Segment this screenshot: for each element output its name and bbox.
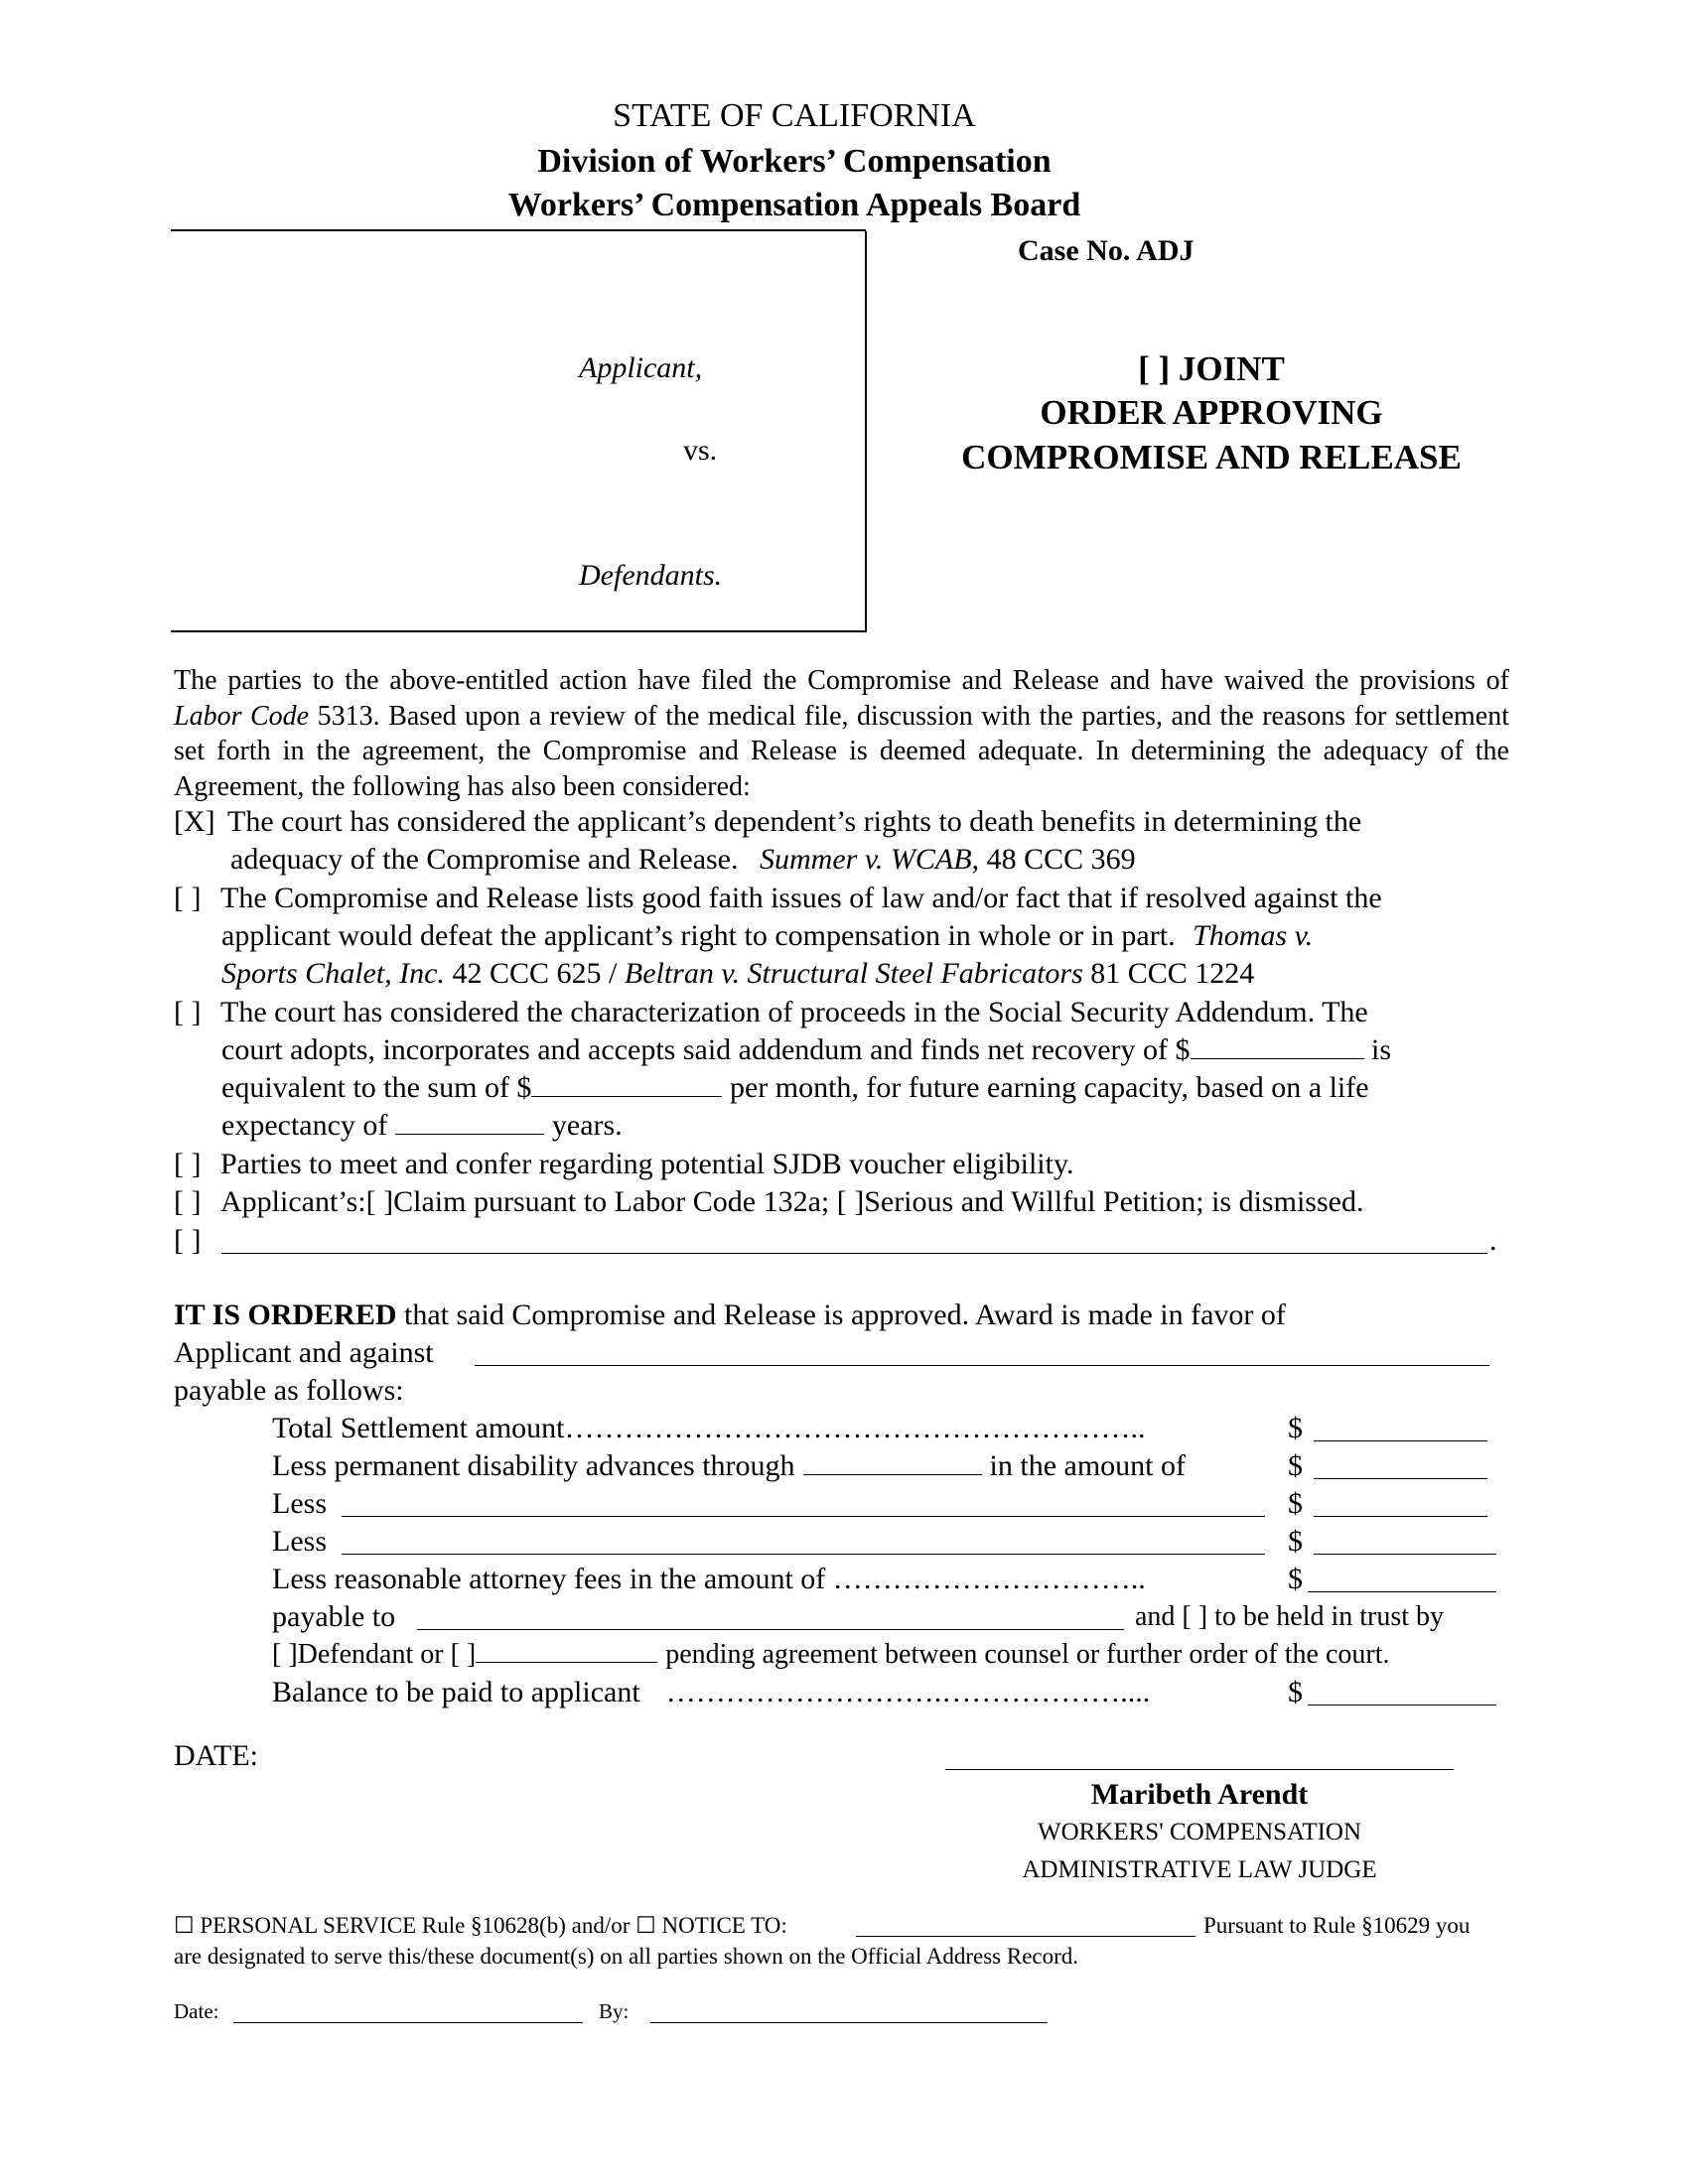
checkbox-other[interactable]: [ ] — [174, 1224, 202, 1257]
against-party-field[interactable] — [475, 1365, 1489, 1366]
good-faith-cite2-rest: 42 CCC 625 / — [445, 957, 625, 990]
intro-labor-code: Labor Code — [174, 700, 310, 732]
intro-paragraph — [174, 663, 1509, 804]
pd-amount-field[interactable] — [1314, 1478, 1487, 1479]
life-expectancy-field[interactable] — [395, 1108, 544, 1135]
checkbox-good-faith[interactable]: [ ] — [174, 882, 202, 914]
payable-to-field[interactable] — [417, 1629, 1124, 1630]
ssa-line4-text: expectancy of — [221, 1109, 388, 1142]
service-line2: are designated to serve this/these document(s) on all parties shown on the Official Address Record. — [174, 1944, 1079, 1969]
death-text-line2: adequacy of the Compromise and Release. — [230, 843, 739, 876]
date-label: DATE: — [174, 1739, 258, 1772]
good-faith-cite2: Sports Chalet, Inc. — [221, 957, 445, 990]
division-heading: Division of Workers’ Compensation — [537, 143, 1052, 180]
payable-to-label: payable to — [272, 1600, 396, 1633]
intro-part1: The parties to the above-entitled action have filed the Compromise and Release and have waived the provisions of — [174, 665, 1509, 696]
item-ssa-line4 — [221, 1107, 623, 1145]
checkbox-ssa[interactable]: [ ] — [174, 996, 202, 1028]
order-text: that said Compromise and Release is approved. Award is made in favor of — [396, 1298, 1286, 1331]
pd-dollar: $ — [1288, 1449, 1303, 1482]
other-period: . — [1489, 1224, 1497, 1257]
board-heading: Workers’ Compensation Appeals Board — [507, 187, 1081, 223]
service-date-label: Date: — [174, 1999, 219, 2023]
monthly-sum-field[interactable] — [531, 1070, 722, 1097]
ssa-line3-text: equivalent to the sum of $ — [221, 1071, 532, 1104]
checkbox-death-benefits[interactable]: [X] — [174, 805, 215, 838]
pursuant-label: Pursuant to Rule §10629 you — [1203, 1913, 1471, 1938]
good-faith-cite3: Beltran v. Structural Steel Fabricators — [624, 957, 1083, 990]
total-settlement-field[interactable] — [1314, 1440, 1487, 1441]
checkbox-sjdb[interactable]: [ ] — [174, 1148, 202, 1180]
less-desc-field-1[interactable] — [342, 1516, 1265, 1517]
judge-name: Maribeth Arendt — [1090, 1778, 1309, 1811]
order-line3 — [174, 1372, 404, 1410]
notice-to-label: NOTICE TO: — [655, 1913, 787, 1938]
state-heading: STATE OF CALIFORNIA — [613, 97, 976, 134]
total-settlement-label: Total Settlement amount………………………………………………….. — [272, 1412, 1146, 1444]
defendant-row — [272, 1636, 1390, 1674]
title-compromise: COMPROMISE AND RELEASE — [961, 438, 1462, 477]
held-in-trust-label: and [ ] to be held in trust by — [1135, 1601, 1445, 1632]
pd-through-date-field[interactable] — [803, 1448, 982, 1475]
caption-top-rule — [171, 229, 866, 231]
dismissed-text: Applicant’s:[ ]Claim pursuant to Labor Code 132a; [ ]Serious and Willful Petition; is dismissed. — [220, 1185, 1364, 1218]
ssa-line1: The court has considered the characterization of proceeds in the Social Security Addendum. The — [220, 996, 1368, 1028]
service-by-field[interactable] — [650, 2022, 1048, 2023]
less-dollar-2: $ — [1288, 1525, 1303, 1558]
pd-advances-row — [272, 1447, 1186, 1485]
less-desc-field-2[interactable] — [342, 1554, 1265, 1555]
judge-signature-line[interactable] — [945, 1769, 1454, 1770]
item-good-faith-line2 — [221, 917, 1313, 955]
applicant-label: Applicant, — [579, 351, 703, 384]
attorney-fees-row — [272, 1561, 1146, 1598]
death-text-line1: The court has considered the applicant’s dependent’s rights to death benefits in determining the — [227, 805, 1362, 838]
title-order: ORDER APPROVING — [1040, 393, 1383, 432]
balance-row — [272, 1674, 1150, 1711]
less-label-2: Less — [272, 1525, 327, 1558]
good-faith-line1: The Compromise and Release lists good faith issues of law and/or fact that if resolved against the — [220, 882, 1382, 914]
ssa-line3-rest: per month, for future earning capacity, based on a life — [722, 1071, 1369, 1104]
item-ssa-line3 — [221, 1069, 1369, 1107]
balance-dollar: $ — [1288, 1676, 1303, 1708]
less-label-1: Less — [272, 1487, 327, 1520]
good-faith-cite1: Thomas v. — [1193, 919, 1314, 952]
balance-label: Balance to be paid to applicant — [272, 1676, 640, 1708]
notice-to-checkbox[interactable]: ☐ — [635, 1913, 656, 1938]
payable-as-follows: payable as follows: — [174, 1374, 404, 1407]
balance-field[interactable] — [1308, 1705, 1496, 1706]
item-ssa-line2 — [221, 1031, 1391, 1069]
payable-to-row — [272, 1598, 395, 1636]
less-dollar-1: $ — [1288, 1487, 1303, 1520]
less-amount-field-1[interactable] — [1314, 1516, 1487, 1517]
notice-to-field[interactable] — [856, 1936, 1196, 1937]
pd-amount-label: in the amount of — [989, 1449, 1186, 1482]
atty-dollar: $ — [1288, 1563, 1303, 1595]
less-amount-field-2[interactable] — [1314, 1554, 1496, 1555]
item-death-benefits-line2 — [230, 841, 1136, 879]
total-settlement-row — [272, 1410, 1146, 1447]
good-faith-line2: applicant would defeat the applicant’s right to compensation in whole or in part. — [221, 919, 1176, 952]
judge-title-2: ADMINISTRATIVE LAW JUDGE — [1022, 1856, 1377, 1883]
sjdb-text: Parties to meet and confer regarding potential SJDB voucher eligibility. — [220, 1148, 1074, 1180]
vs-label: vs. — [683, 434, 718, 467]
death-cite-rest: , 48 CCC 369 — [971, 843, 1136, 876]
less-row-1 — [272, 1485, 327, 1523]
personal-service-checkbox[interactable]: ☐ — [174, 1913, 195, 1938]
checkbox-dismissed[interactable]: [ ] — [174, 1185, 202, 1218]
order-against-label: Applicant and against — [174, 1336, 434, 1369]
case-number: Case No. ADJ — [1018, 234, 1195, 267]
intro-part2: 5313. Based upon a review of the medical file, discussion with the parties, and the reasons for settlement set forth in the agreement, the Compromise and Release is deemed adequate. In determining the adequacy of the Agreement, the following has also been considered: — [174, 700, 1509, 802]
death-cite: Summer v. WCAB — [760, 843, 972, 876]
order-line1 — [174, 1297, 1286, 1334]
attorney-fees-label: Less reasonable attorney fees in the amount of ………………………….. — [272, 1563, 1146, 1595]
order-bold: IT IS ORDERED — [174, 1298, 397, 1331]
pending-agreement-label: pending agreement between counsel or further order of the court. — [665, 1639, 1390, 1670]
other-field[interactable] — [221, 1253, 1487, 1254]
balance-dots: ……………………….……………….... — [665, 1676, 1151, 1708]
pd-advances-label: Less permanent disability advances through — [272, 1449, 795, 1482]
good-faith-cite3-rest: 81 CCC 1224 — [1082, 957, 1255, 990]
personal-service-label: PERSONAL SERVICE Rule §10628(b) and/or — [194, 1913, 636, 1938]
ssa-line2-is: is — [1363, 1033, 1392, 1066]
defendant-or-label: [ ]Defendant or [ ] — [272, 1639, 477, 1670]
total-dollar: $ — [1288, 1412, 1303, 1444]
judge-title-1: WORKERS' COMPENSATION — [1037, 1819, 1362, 1845]
service-date-field[interactable] — [233, 2022, 583, 2023]
net-recovery-field[interactable] — [1191, 1032, 1364, 1059]
item-good-faith-line3 — [221, 955, 1254, 993]
order-line2 — [174, 1334, 434, 1372]
less-row-2 — [272, 1523, 327, 1561]
attorney-fees-field[interactable] — [1308, 1591, 1496, 1592]
defendants-label: Defendants. — [579, 559, 723, 592]
caption-bottom-rule — [171, 630, 867, 632]
trust-holder-field[interactable] — [476, 1636, 657, 1663]
ssa-line2-text: court adopts, incorporates and accepts said addendum and finds net recovery of $ — [221, 1033, 1191, 1066]
caption-vertical-rule — [865, 231, 867, 632]
ssa-line4-years: years. — [544, 1109, 623, 1142]
title-joint: [ ] JOINT — [1138, 349, 1285, 388]
service-by-label: By: — [599, 1999, 630, 2023]
service-line1 — [174, 1913, 787, 1939]
